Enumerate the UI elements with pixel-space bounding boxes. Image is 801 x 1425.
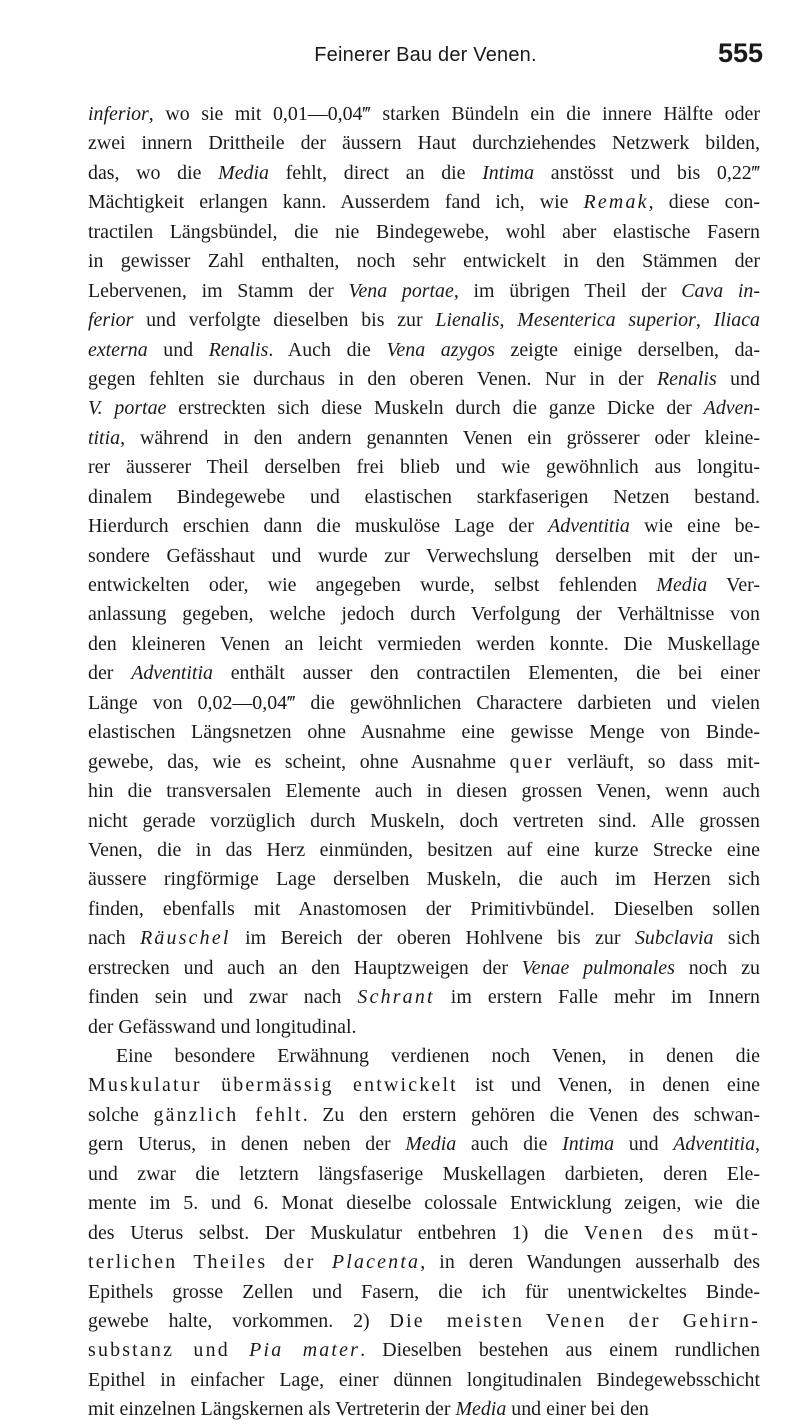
text-segment: und verfolgte dieselben bis zur — [133, 309, 436, 332]
text-segment: Adventitia — [548, 515, 630, 538]
text-segment: Intima — [562, 1133, 615, 1156]
text-segment: , im übrigen Theil der — [453, 279, 682, 302]
text-segment: nicht gerade vorzüglich durch Muskeln, doch vertreten sind. Alle grossen — [88, 809, 760, 832]
text-line — [88, 1219, 760, 1248]
text-line — [88, 188, 760, 217]
text-line — [88, 1395, 760, 1424]
text-segment: entwickelten oder, wie angegeben wurde, selbst fehlenden — [88, 574, 657, 596]
text-segment: Pia mater — [249, 1339, 361, 1362]
text-segment: Media — [656, 574, 708, 596]
text-segment: rer äusserer Theil derselben frei blieb und wie gewöhnlich aus longitu- — [88, 456, 760, 479]
text-segment: tractilen Längsbündel, die nie Bindegewebe, wohl aber elastische Fasern — [88, 220, 760, 243]
text-line — [88, 1336, 760, 1365]
text-line — [88, 1042, 760, 1071]
text-segment: den kleineren Venen an leicht vermieden werden konnte. Die Muskellage — [88, 632, 760, 655]
text-segment: ferior — [88, 309, 134, 332]
text-line — [88, 895, 760, 924]
text-line — [88, 1278, 760, 1307]
text-segment: des Uterus selbst. Der Muskulatur entbehren 1) die — [88, 1221, 585, 1244]
text-line — [88, 277, 760, 306]
text-segment: Placenta — [331, 1251, 421, 1274]
text-segment: Adventitia — [673, 1133, 756, 1156]
text-segment: gern Uterus, in denen neben der — [88, 1133, 406, 1156]
text-segment: äussere ringförmige Lage derselben Muskeln, die auch im Herzen sich — [88, 868, 760, 891]
text-segment: gänzlich fehlt — [153, 1103, 303, 1126]
text-segment: quer — [509, 750, 554, 773]
text-segment: , — [499, 309, 518, 332]
text-segment: Epithels grosse Zellen und Fasern, die ich für unentwickeltes Binde- — [88, 1280, 760, 1303]
text-line — [88, 571, 760, 600]
text-segment: auch die — [456, 1133, 563, 1156]
text-segment: Vena portae — [348, 279, 454, 302]
body-text — [88, 100, 760, 1425]
text-segment: und — [147, 338, 209, 361]
text-segment: , während in den andern genannten Venen ein grösserer oder kleine- — [120, 426, 760, 449]
text-segment: im erstern Falle mehr im Innern — [434, 986, 760, 1009]
running-title: Feinerer Bau der Venen. — [314, 44, 537, 66]
text-segment: finden, ebenfalls mit Anastomosen der Primitivbündel. Dieselben sollen — [88, 897, 760, 920]
page-number: 555 — [717, 38, 763, 68]
text-segment: Subclavia — [634, 927, 714, 950]
text-segment: enthält ausser den contractilen Elementen, die bei einer — [212, 662, 760, 685]
text-line — [88, 689, 760, 718]
text-segment: noch zu — [674, 956, 760, 979]
text-line — [88, 924, 760, 953]
text-line — [88, 129, 760, 158]
text-segment: Adven- — [703, 397, 760, 420]
text-line — [88, 483, 760, 512]
text-segment: elastischen Längsnetzen ohne Ausnahme eine gewisse Menge von Binde- — [88, 721, 760, 744]
text-line — [88, 424, 760, 453]
text-segment: , — [755, 1133, 760, 1156]
text-segment: substanz und — [88, 1339, 250, 1362]
text-line — [88, 1307, 760, 1336]
text-line — [88, 836, 760, 865]
text-segment: ist und Venen, in denen eine — [457, 1074, 760, 1097]
text-segment: Epithel in einfacher Lage, einer dünnen longitudinalen Bindegewebsschicht — [88, 1368, 760, 1391]
text-segment: gewebe halte, vorkommen. 2) — [88, 1309, 390, 1332]
text-segment: Renalis — [657, 367, 717, 390]
text-segment: Eine besondere Erwähnung verdienen noch Venen, in denen die — [116, 1045, 760, 1067]
text-segment: Media — [455, 1398, 507, 1421]
text-line — [88, 542, 760, 571]
text-segment: Mächtigkeit erlangen kann. Ausserdem fand ich, wie — [88, 191, 584, 214]
text-line — [88, 1101, 760, 1130]
text-segment: , — [695, 309, 714, 332]
text-segment: Die meisten Venen der Gehirn- — [389, 1309, 760, 1332]
text-segment: Muskulatur übermässig entwickelt — [88, 1074, 458, 1097]
text-segment: sich — [713, 927, 760, 950]
text-line — [88, 394, 760, 423]
text-segment: und einer bei den — [506, 1398, 649, 1421]
text-line — [88, 748, 760, 777]
text-segment: gegen fehlten sie durchaus in den oberen Venen. Nur in der — [88, 367, 658, 390]
text-line — [88, 453, 760, 482]
text-segment: und — [716, 367, 760, 390]
text-segment: mente im 5. und 6. Monat dieselbe colossale Entwicklung zeigen, wie die — [88, 1192, 760, 1215]
text-segment: solche — [88, 1103, 154, 1126]
text-segment: Mesenterica superior — [517, 309, 696, 332]
text-segment: terlichen Theiles der — [88, 1251, 332, 1274]
text-line — [88, 1071, 760, 1100]
text-segment: Hierdurch erschien dann die muskulöse Lage der — [88, 515, 549, 538]
text-segment: und zwar die letztern längsfaserige Muskellagen darbieten, deren Ele- — [88, 1162, 760, 1185]
text-segment: gewebe, das, wie es scheint, ohne Ausnahme — [88, 750, 510, 773]
text-segment: titia — [88, 426, 121, 449]
text-line — [88, 306, 760, 335]
text-segment: Vena azygos — [386, 338, 495, 361]
text-segment: hin die transversalen Elemente auch in diesen grossen Venen, wenn auch — [88, 780, 760, 803]
text-line — [88, 777, 760, 806]
text-line — [88, 247, 760, 276]
text-segment: zeigte einige derselben, da- — [494, 338, 760, 361]
text-segment: erstrecken und auch an den Hauptzweigen der — [88, 956, 522, 979]
text-segment: zwei innern Drittheile der äussern Haut durchziehendes Netzwerk bilden, — [88, 132, 760, 155]
text-segment: Intima — [482, 161, 535, 184]
text-segment: . Auch die — [268, 338, 387, 361]
text-segment: Schrant — [357, 986, 435, 1009]
text-segment: Venen des müt- — [584, 1221, 760, 1244]
text-segment: . Zu den erstern gehören die Venen des schwan- — [302, 1103, 760, 1126]
text-segment: Adventitia — [131, 662, 213, 685]
text-segment: nach — [88, 927, 141, 950]
text-line — [88, 336, 760, 365]
text-line — [88, 630, 760, 659]
text-segment: anstösst und bis 0,22‴ — [534, 161, 760, 184]
text-line — [88, 218, 760, 247]
text-segment: finden sein und zwar nach — [88, 986, 358, 1009]
text-segment: Länge von 0,02—0,04‴ die gewöhnlichen Charactere darbieten und vielen — [88, 691, 760, 714]
text-segment: sondere Gefässhaut und wurde zur Verwechslung derselben mit der un- — [88, 544, 760, 567]
text-line — [88, 1366, 760, 1395]
text-segment: Media — [405, 1133, 457, 1156]
text-segment: Lebervenen, im Stamm der — [88, 279, 349, 302]
text-line — [88, 1013, 760, 1042]
text-segment: im Bereich der oberen Hohlvene bis zur — [230, 927, 635, 950]
text-segment: und — [614, 1133, 674, 1156]
text-segment: Ver- — [707, 574, 760, 596]
text-segment: in gewisser Zahl enthalten, noch sehr entwickelt in den Stämmen der — [88, 250, 760, 273]
text-line — [88, 365, 760, 394]
text-line — [88, 600, 760, 629]
page-header — [88, 38, 763, 78]
text-segment: . Dieselben bestehen aus einem rundlichen — [360, 1339, 760, 1362]
text-segment: erstreckten sich diese Muskeln durch die ganze Dicke der — [166, 397, 704, 420]
text-segment: mit einzelnen Längskernen als Vertreterin der — [88, 1398, 456, 1421]
text-line — [88, 1160, 760, 1189]
text-segment: dinalem Bindegewebe und elastischen starkfaserigen Netzen bestand. — [88, 485, 760, 508]
text-segment: Räuschel — [140, 927, 231, 950]
text-line — [88, 1189, 760, 1218]
text-line — [88, 159, 760, 188]
text-segment: V. portae — [88, 397, 167, 420]
text-line — [88, 865, 760, 894]
text-segment: Lienalis — [435, 309, 500, 332]
text-segment: fehlt, direct an die — [268, 161, 483, 184]
text-segment: externa — [88, 338, 148, 361]
text-line — [88, 954, 760, 983]
text-segment: Remak — [583, 191, 649, 214]
text-line — [88, 659, 760, 688]
text-line — [88, 718, 760, 747]
text-line — [88, 807, 760, 836]
text-segment: Renalis — [208, 338, 269, 361]
text-segment: inferior — [88, 103, 149, 125]
text-line — [88, 983, 760, 1012]
text-segment: Iliaca — [713, 309, 760, 332]
text-segment: wie eine be- — [629, 515, 760, 538]
text-segment: der Gefässwand und longitudinal. — [88, 1015, 357, 1038]
text-segment: , in deren Wandungen ausserhalb des — [420, 1251, 760, 1274]
text-line — [88, 100, 760, 129]
text-segment: Venae pulmonales — [521, 956, 675, 979]
text-segment: Media — [218, 161, 269, 184]
text-segment: , wo sie mit 0,01—0,04‴ starken Bündeln ein die innere Hälfte oder — [148, 103, 760, 125]
text-line — [88, 1248, 760, 1277]
text-segment: Venen, die in das Herz einmünden, besitzen auf eine kurze Strecke eine — [88, 838, 760, 861]
text-line — [88, 1130, 760, 1159]
text-segment: anlassung gegeben, welche jedoch durch Verfolgung der Verhältnisse von — [88, 603, 760, 626]
text-segment: der — [88, 662, 132, 685]
text-segment: Cava in- — [681, 279, 760, 302]
text-segment: , diese con- — [648, 191, 760, 214]
text-segment: das, wo die — [88, 161, 219, 184]
text-segment: verläuft, so dass mit- — [553, 750, 760, 773]
text-line — [88, 512, 760, 541]
